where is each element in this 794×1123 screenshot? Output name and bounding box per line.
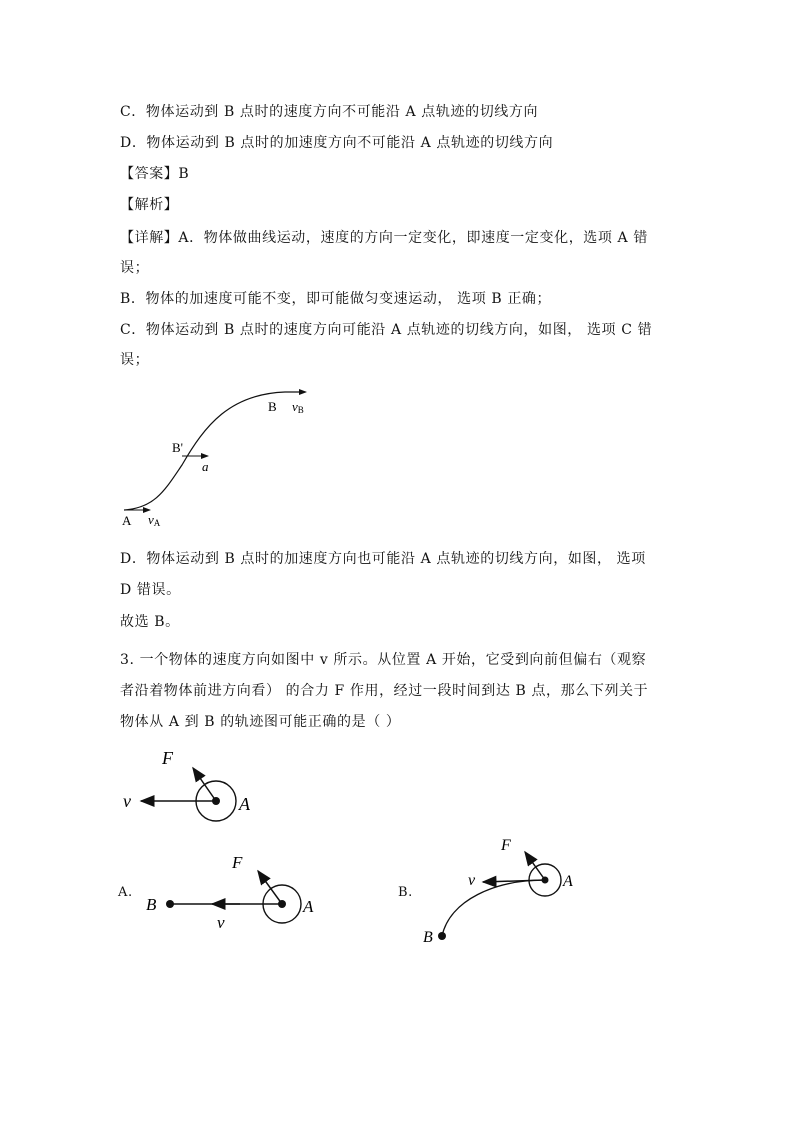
label-b-point: B <box>268 399 277 414</box>
option-b-tag: B. <box>398 885 413 900</box>
option-b-b-dot <box>438 932 446 940</box>
label-a-accel: a <box>202 459 209 474</box>
option-a-label-a: A <box>303 897 314 916</box>
detail-d-line2: D 错误。 <box>120 582 181 598</box>
option-b-label-a: A <box>563 873 573 890</box>
choose-line: 故选 B。 <box>120 614 180 630</box>
option-b-label-f: F <box>501 837 511 854</box>
label-f: F <box>162 748 173 768</box>
option-b-diagram <box>415 828 595 948</box>
option-b-trajectory <box>442 880 545 936</box>
question3-line1: 3. 一个物体的速度方向如图中 v 所示。从位置 A 开始，它受到向前但偏右（观察 <box>120 652 647 668</box>
option-a-label-b: B <box>146 895 157 914</box>
option-a-force-arrow <box>258 871 282 904</box>
label-vb: v <box>292 399 298 414</box>
svg-text:vA <box>148 512 161 528</box>
option-a-b-dot <box>166 900 174 908</box>
option-a-tag: A. <box>118 885 133 900</box>
label-vb-sub: B <box>297 405 304 415</box>
detail-c-line2: 误； <box>120 352 150 368</box>
label-va-sub: A <box>153 518 161 528</box>
detail-a-line1: 【详解】A．物体做曲线运动，速度的方向一定变化，即速度一定变化，选项 A 错 <box>120 230 648 246</box>
label-a: A <box>239 794 250 814</box>
option-c-text: C．物体运动到 B 点时的速度方向不可能沿 A 点轨迹的切线方向 <box>120 104 539 120</box>
option-a-label-f: F <box>232 853 243 872</box>
option-a-label-v: v <box>217 913 225 932</box>
label-b-prime: B' <box>172 440 184 455</box>
label-v: v <box>123 791 131 811</box>
detail-a-line2: 误； <box>120 260 150 276</box>
detail-c-line1: C．物体运动到 B 点时的速度方向可能沿 A 点轨迹的切线方向，如图， 选项 C 错 <box>120 322 653 338</box>
svg-text:vB <box>292 399 304 415</box>
option-b-label-b: B <box>423 929 433 946</box>
option-b-label-v: v <box>468 872 476 889</box>
question3-line3: 物体从 A 到 B 的轨迹图可能正确的是（ ） <box>120 714 401 730</box>
question3-line2: 者沿着物体前进方向看） 的合力 F 作用，经过一段时间到达 B 点，那么下列关于 <box>120 683 649 699</box>
detail-b-line: B．物体的加速度可能不变，即可能做匀变速运动， 选项 B 正确； <box>120 291 552 307</box>
label-va: v <box>148 512 154 527</box>
option-b-force-arrow <box>525 852 545 880</box>
label-a-point: A <box>122 513 132 528</box>
answer-line: 【答案】B <box>120 166 190 182</box>
option-a-diagram <box>140 842 330 932</box>
detail-d-line1: D．物体运动到 B 点时的加速度方向也可能沿 A 点轨迹的切线方向，如图， 选项 <box>120 551 646 567</box>
analysis-heading: 【解析】 <box>120 197 179 213</box>
option-d-text: D．物体运动到 B 点时的加速度方向不可能沿 A 点轨迹的切线方向 <box>120 135 554 151</box>
trajectory-figure <box>110 380 330 530</box>
force-diagram <box>115 740 275 830</box>
